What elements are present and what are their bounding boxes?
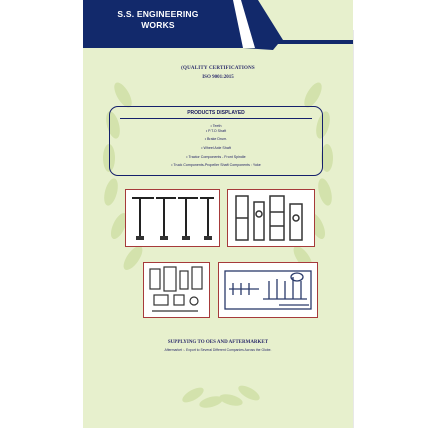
product-photo-axle-shafts xyxy=(125,189,220,247)
company-name-line2: WORKS xyxy=(141,20,175,30)
company-name xyxy=(83,9,233,31)
product-item: • Brake Drum. xyxy=(204,137,228,141)
product-photo-spindle-parts xyxy=(227,189,315,247)
page-divider xyxy=(353,30,354,428)
product-photo-components xyxy=(143,262,210,318)
supply-note: Aftermarket :- Export to Several Different Companies Across the Globe. xyxy=(164,348,272,352)
company-name-line1: S.S. ENGINEERING xyxy=(117,9,199,19)
spindle-parts-image-icon xyxy=(228,190,314,246)
shafts-image-icon xyxy=(219,263,317,317)
product-item: • Wheel Axle Shaft xyxy=(201,146,231,150)
axle-shafts-image-icon xyxy=(126,190,219,246)
catalog-card xyxy=(83,0,353,428)
product-photo-shafts xyxy=(218,262,318,318)
components-image-icon xyxy=(144,263,209,317)
product-item: • P.T.O Shaft xyxy=(205,129,227,133)
products-box xyxy=(109,106,323,176)
heading-divider xyxy=(120,118,312,119)
supply-title: SUPPLYING TO OES AND AFTERMARKET xyxy=(167,340,269,345)
certification-value: ISO 9001:2015 xyxy=(202,75,234,80)
product-item: • Truck Components-Propeller Shaft Components : Yoke xyxy=(171,163,261,167)
product-item: • Tractor Components - Front Spindle xyxy=(186,155,246,159)
products-heading: PRODUCTS DISPLAYED xyxy=(187,110,245,116)
certification-title: (QUALITY CERTIFICATIONS xyxy=(181,66,255,71)
product-item: • Teeth xyxy=(210,124,222,128)
